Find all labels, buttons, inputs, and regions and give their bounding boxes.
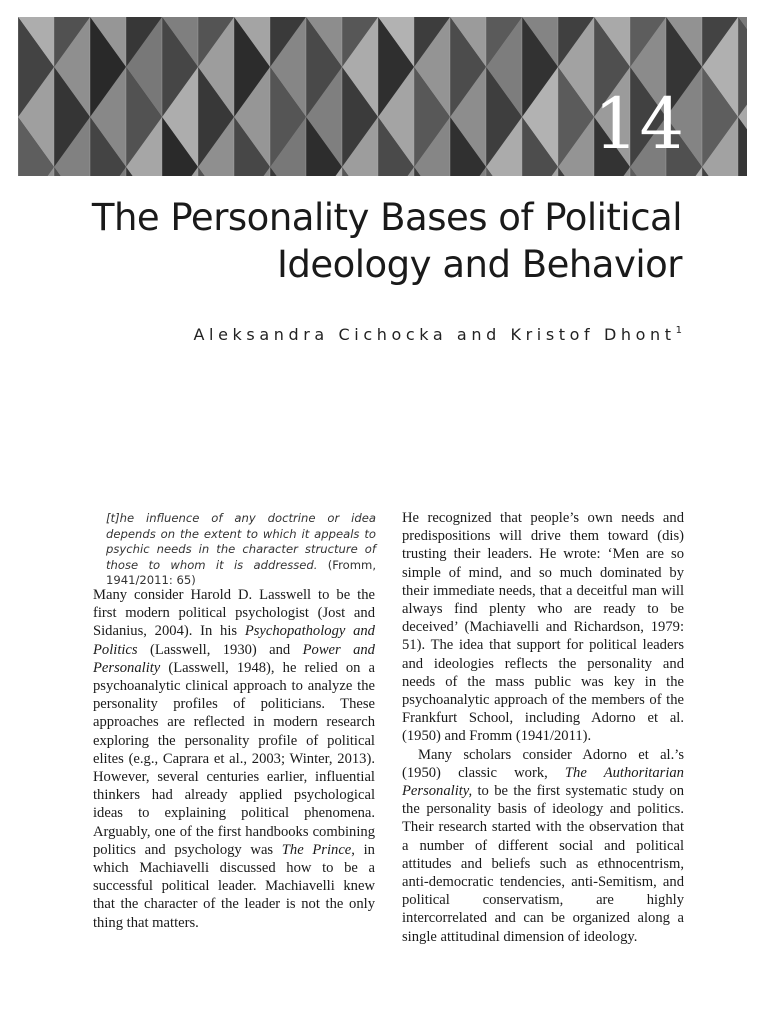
epigraph-citation: (Fromm, 1941/2011: 65) — [106, 557, 377, 587]
epigraph — [106, 511, 376, 589]
left-text-column — [93, 586, 375, 932]
chapter-title-line2: Ideology and Behavior — [276, 243, 682, 286]
epigraph-quote: [t]he influence of any doctrine or idea depends on the extent to which it appeals to psychic needs in the character structure of those to whom it is addressed. — [106, 511, 376, 572]
book-title: The Authoritarian Personality, — [402, 764, 684, 800]
paragraph-text: Many consider Harold D. Lasswell to be the first modern political psychologist (Jost and Sidanius, 2004). In his — [93, 587, 375, 640]
book-title: Power and Personality — [93, 641, 375, 676]
paragraph-text: (Lasswell, 1930) and — [137, 641, 303, 658]
chapter-title-line1: The Personality Bases of Political — [91, 196, 682, 239]
author-footnote-mark[interactable]: 1 — [675, 325, 682, 336]
scale-facet — [738, 17, 747, 117]
paragraph-text: Many scholars consider Adorno et al.’s (1950) classic work, — [402, 746, 684, 781]
right-text-column — [402, 509, 684, 946]
chapter-number: 14 — [593, 83, 685, 165]
paragraph — [402, 746, 684, 946]
author-names-text: Aleksandra Cichocka and Kristof Dhont — [193, 325, 676, 344]
author-names — [194, 325, 682, 344]
paragraph — [93, 586, 375, 932]
paragraph-text: to be the first systematic study on the personality basis of ideology and politics. Their research started with the observation that a number of different social and political attitudes and beliefs such as ethnocentrism, anti-democratic tendencies, anti-Semitism, and political conservatism, are highly intercorrelated and can be organized along a single attitudinal dimension of ideology. — [402, 783, 684, 945]
paragraph-text: (Lasswell, 1948), he relied on a psychoanalytic clinical approach to analyze the personality profiles of politicians. These approaches are reflected in modern research exploring the personality profile of political elites (e.g., Caprara et al., 2003; Winter, 2013). However, several centuries earlier, influential thinkers had already applied psychological ideas to explaining political phenomena. Arguably, one of the first handbooks combining politics and psychology was — [93, 659, 375, 858]
chapter-banner — [18, 17, 747, 176]
paragraph: He recognized that people’s own needs and predispositions will drive them toward (dis) trusting their leaders. He wrote: ‘Men are so simple of mind, and so much dominated by their immediate needs, that a deceitful man will always find plenty who are ready to be deceived’ (Machiavelli and Richardson, 1979: 51). The idea that support for political leaders and ideologies reflects the personality and needs of the mass public was key in the psychoanalytic approach of the members of the Frankfurt School, including Adorno et al. (1950) and Fromm (1941/2011). — [402, 510, 684, 745]
chapter-title — [62, 194, 682, 288]
book-title: The Prince — [281, 841, 352, 858]
book-title: Psychopathology and Politics — [93, 623, 375, 658]
paragraph-text: , in which Machiavelli discussed how to be a successful political leader. Machiavelli knew that the character of the leader is not the only thing that matters. — [93, 841, 375, 931]
